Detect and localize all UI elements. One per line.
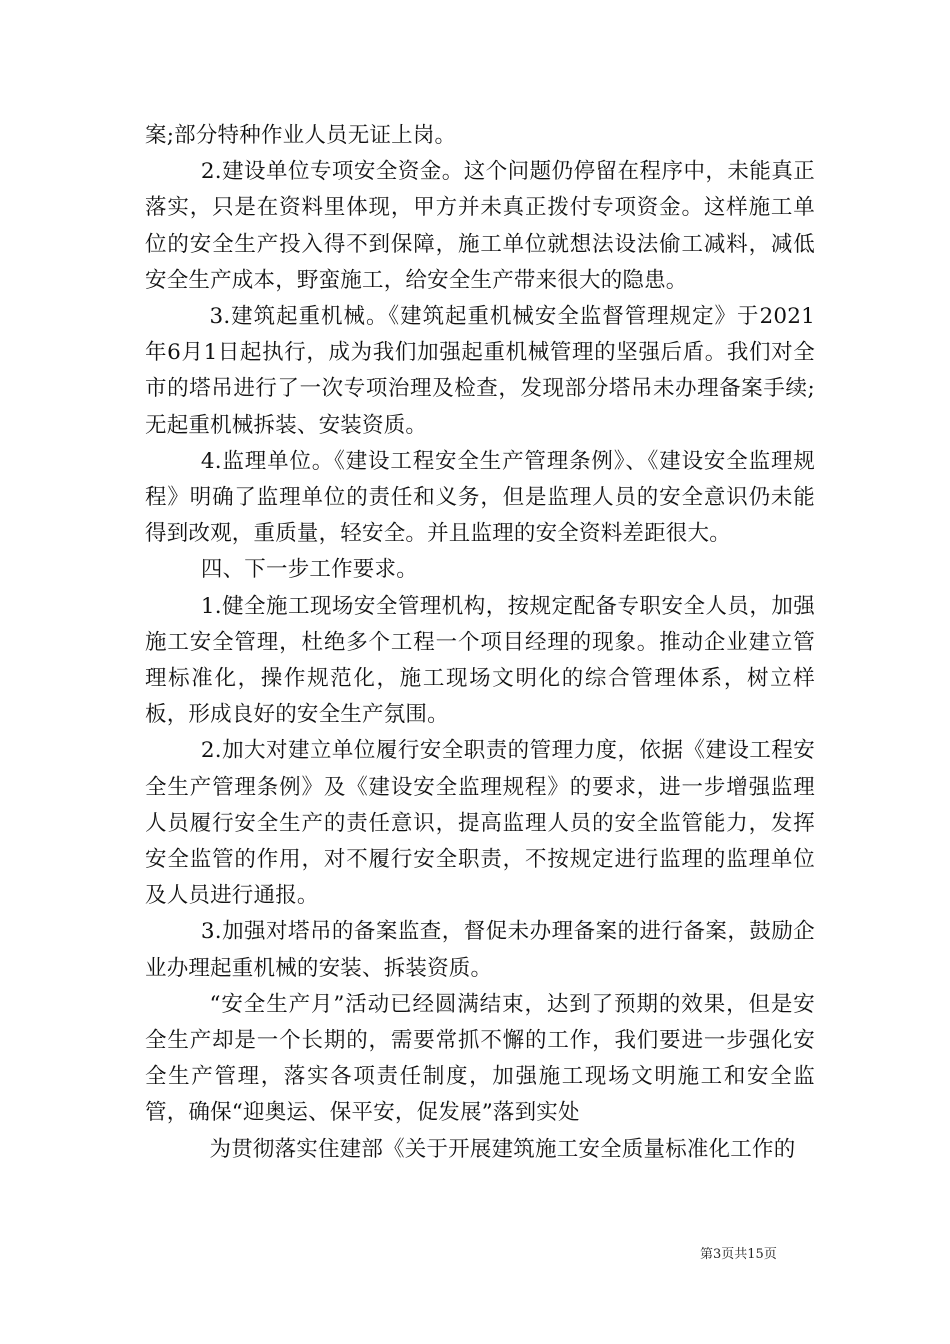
- paragraph-conclusion: “安全生产月”活动已经圆满结束，达到了预期的效果，但是安全生产却是一个长期的，需要常抓不懈的工作，我们要进一步强化安全生产管理，落实各项责任制度，加强施工现场文明施工和安全监管，确保“迎奥运、保平安，促发展”落到实处: [145, 991, 815, 1126]
- paragraph-continuation: 案;部分特种作业人员无证上岗。: [145, 123, 457, 148]
- paragraph-item-4-supervision: 4.监理单位。《建设工程安全生产管理条例》、《建设安全监理规程》明确了监理单位的责任和义务，但是监理人员的安全意识仍未能得到改观，重质量，轻安全。并且监理的安全资料差距很大。: [145, 448, 815, 547]
- paragraph-requirement-3: 3.加强对塔吊的备案监查，督促未办理备案的进行备案，鼓励企业办理起重机械的安装、拆装资质。: [145, 919, 815, 981]
- section-heading-next-steps: 四、下一步工作要求。: [200, 557, 418, 583]
- paragraph-requirement-2: 2.加大对建立单位履行安全职责的管理力度，依据《建设工程安全生产管理条例》及《建设安全监理规程》的要求，进一步增强监理人员履行安全生产的责任意识，提高监理人员的安全监管能力，发挥安全监管的作用，对不履行安全职责，不按规定进行监理的监理单位及人员进行通报。: [145, 738, 815, 909]
- page-number-footer: 第3页共15页: [700, 1247, 777, 1262]
- paragraph-next-section-start: 为贯彻落实住建部《关于开展建筑施工安全质量标准化工作的: [209, 1136, 796, 1162]
- paragraph-item-3-cranes: 3.建筑起重机械。《建筑起重机械安全监督管理规定》于2021年6月1日起执行，成为我们加强起重机械管理的坚强后盾。我们对全市的塔吊进行了一次专项治理及检查，发现部分塔吊未办理备案手续;无起重机械拆装、安装资质。: [145, 304, 815, 438]
- paragraph-requirement-1: 1.健全施工现场安全管理机构，按规定配备专职安全人员，加强施工安全管理，杜绝多个工程一个项目经理的现象。推动企业建立管理标准化，操作规范化，施工现场文明化的综合管理体系，树立样板，形成良好的安全生产氛围。: [145, 593, 815, 728]
- document-body: [145, 118, 815, 1168]
- paragraph-item-2-safety-funds: 2.建设单位专项安全资金。这个问题仍停留在程序中，未能真正落实，只是在资料里体现，甲方并未真正拨付专项资金。这样施工单位的安全生产投入得不到保障，施工单位就想法设法偷工减料，减低安全生产成本，野蛮施工，给安全生产带来很大的隐患。: [145, 159, 815, 293]
